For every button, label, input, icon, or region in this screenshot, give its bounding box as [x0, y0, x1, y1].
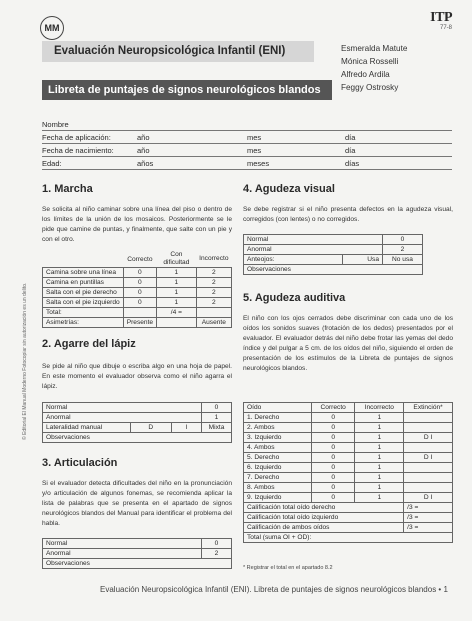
- table-row: [244, 265, 423, 275]
- table-row: 8. Ambos 0 1: [244, 483, 453, 493]
- observations-field[interactable]: Observaciones: [43, 433, 232, 443]
- score-cell[interactable]: 2: [196, 268, 231, 278]
- birth-date-field[interactable]: Fecha de nacimiento: año mes día: [42, 144, 452, 157]
- score-cell[interactable]: 1: [202, 413, 232, 423]
- score-cell[interactable]: 0: [312, 493, 355, 503]
- page-title: Evaluación Neuropsicológica Infantil (ENI): [42, 41, 314, 62]
- table-row: 1. Derecho 0 1: [244, 413, 453, 423]
- table-row: 5. Derecho 0 1 D I: [244, 453, 453, 463]
- score-cell[interactable]: 1: [355, 493, 404, 503]
- brand-mark: ITP: [430, 10, 452, 25]
- score-cell[interactable]: 1: [355, 443, 404, 453]
- table-row: [43, 433, 232, 443]
- col-correcto: Correcto: [127, 255, 153, 263]
- articulacion-table: [42, 538, 232, 569]
- articulacion-instructions: Si el evaluador detecta dificultades del niño en la pronunciación y/o articulación de algunos fonemas, se recomienda aplicar la lista de palabras que se presenta en el apartado de signos neurológicos blandos del Manual para identificar el problema del habla.: [42, 480, 232, 527]
- score-cell[interactable]: 2: [196, 288, 231, 298]
- authors-list: [341, 42, 407, 94]
- extinction-cell[interactable]: [404, 443, 453, 453]
- table-row: Anormal 1: [43, 413, 232, 423]
- publisher-logo: MM: [40, 16, 64, 40]
- score-cell[interactable]: 0: [383, 235, 423, 245]
- form-code: 77-8: [439, 25, 452, 31]
- mixed-option[interactable]: Mixta: [202, 423, 232, 433]
- ausente-option[interactable]: Ausente: [196, 318, 231, 328]
- author: Esmeralda Matute: [341, 44, 408, 53]
- extinction-cell[interactable]: [404, 473, 453, 483]
- score-cell[interactable]: 2: [202, 549, 232, 559]
- score-row: Calificación de ambos oídos /3 =: [244, 523, 453, 533]
- age-field[interactable]: Edad: años meses días: [42, 157, 452, 170]
- score-cell[interactable]: 1: [355, 473, 404, 483]
- score-cell[interactable]: 0: [312, 463, 355, 473]
- section-title-marcha: 1. Marcha: [42, 183, 93, 195]
- score-cell[interactable]: 0: [312, 483, 355, 493]
- right-option[interactable]: D: [131, 423, 172, 433]
- table-row: Lateralidad manual D I Mixta: [43, 423, 232, 433]
- no-usa-option[interactable]: No usa: [383, 255, 423, 265]
- marcha-table: [42, 251, 232, 328]
- score-cell[interactable]: 1: [157, 268, 197, 278]
- score-cell[interactable]: 0: [123, 288, 156, 298]
- extinction-cell[interactable]: D I: [404, 433, 453, 443]
- score-cell[interactable]: 0: [312, 473, 355, 483]
- table-row: Anteojos: Usa No usa: [244, 255, 423, 265]
- extinction-cell[interactable]: [404, 483, 453, 493]
- table-row: Camina sobre una línea 0 1 2: [43, 268, 232, 278]
- score-row: [244, 533, 453, 543]
- table-row: Normal 0: [244, 235, 423, 245]
- table-row: Anormal 2: [43, 549, 232, 559]
- score-row: Calificación total oído derecho /3 =: [244, 503, 453, 513]
- presente-option[interactable]: Presente: [123, 318, 156, 328]
- agudeza-auditiva-table: [243, 402, 453, 543]
- score-cell[interactable]: 0: [202, 403, 232, 413]
- author: Feggy Ostrosky: [341, 83, 399, 92]
- score-cell[interactable]: 1: [355, 483, 404, 493]
- table-row: Anormal 2: [244, 245, 423, 255]
- table-row: 3. Izquierdo 0 1 D I: [244, 433, 453, 443]
- agarre-table: [42, 402, 232, 443]
- score-cell[interactable]: 0: [123, 268, 156, 278]
- score-cell[interactable]: 0: [123, 278, 156, 288]
- observations-field[interactable]: Observaciones: [43, 559, 232, 569]
- col-incorrecto: Incorrecto: [199, 255, 229, 262]
- total-row: Total: /4 =: [43, 308, 232, 318]
- copyright-note: © Editorial El Manual Moderno Fotocopiar sin autorización es un delito.: [22, 282, 28, 440]
- table-row: 4. Ambos 0 1: [244, 443, 453, 453]
- extinction-cell[interactable]: [404, 413, 453, 423]
- agudeza-visual-instructions: Se debe registrar si el niño presenta defectos en la agudeza visual, corregidos (con lentes) o no corregidos.: [243, 206, 453, 223]
- section-title-agudeza-visual: 4. Agudeza visual: [243, 183, 335, 195]
- score-cell[interactable]: 0: [202, 539, 232, 549]
- asymmetry-row: Asimetrías: Presente Ausente: [43, 318, 232, 328]
- section-title-agarre: 2. Agarre del lápiz: [42, 338, 136, 350]
- extinction-cell[interactable]: [404, 423, 453, 433]
- table-row: Camina en puntillas 0 1 2: [43, 278, 232, 288]
- extinction-cell[interactable]: [404, 463, 453, 473]
- score-cell[interactable]: 1: [355, 423, 404, 433]
- table-row: 6. Izquierdo 0 1: [244, 463, 453, 473]
- score-cell[interactable]: 0: [312, 433, 355, 443]
- total-cell[interactable]: /3 =: [404, 503, 453, 513]
- table-row: Normal 0: [43, 539, 232, 549]
- extinction-cell[interactable]: D I: [404, 493, 453, 503]
- table-row: Normal 0: [43, 403, 232, 413]
- col-dificultad: Con dificultad: [163, 251, 190, 266]
- section-title-articulacion: 3. Articulación: [42, 457, 118, 469]
- agarre-instructions: Se pide al niño que dibuje o escriba algo en una hoja de papel. En este momento el evaluador observa como el niño agarra el lápiz.: [42, 363, 232, 390]
- author: Alfredo Ardila: [341, 70, 390, 79]
- table-row: Salta con el pie izquierdo 0 1 2: [43, 298, 232, 308]
- section-title-agudeza-auditiva: 5. Agudeza auditiva: [243, 292, 346, 304]
- score-cell[interactable]: 1: [157, 278, 197, 288]
- footnote: * Registrar el total en el apartado 8.2: [243, 565, 333, 571]
- total-cell[interactable]: /3 =: [404, 523, 453, 533]
- author: Mónica Rosselli: [341, 57, 399, 66]
- score-cell[interactable]: 2: [383, 245, 423, 255]
- score-cell[interactable]: 1: [355, 453, 404, 463]
- score-cell[interactable]: 0: [312, 423, 355, 433]
- observations-field[interactable]: Observaciones: [244, 265, 423, 275]
- total-cell[interactable]: /3 =: [404, 513, 453, 523]
- agudeza-visual-table: [243, 234, 423, 275]
- identification-block: [42, 118, 452, 170]
- score-cell[interactable]: 2: [196, 298, 231, 308]
- left-option[interactable]: I: [171, 423, 201, 433]
- score-cell[interactable]: 1: [355, 463, 404, 473]
- table-row: [43, 559, 232, 569]
- page-footer: Evaluación Neuropsicológica Infantil (ENI). Libreta de puntajes de signos neurológicos blandos • 1: [100, 585, 448, 594]
- score-cell[interactable]: 0: [312, 453, 355, 463]
- score-cell[interactable]: 0: [312, 443, 355, 453]
- score-cell[interactable]: 0: [312, 413, 355, 423]
- usa-option[interactable]: Usa: [343, 255, 383, 265]
- extinction-cell[interactable]: D I: [404, 453, 453, 463]
- table-row: 7. Derecho 0 1: [244, 473, 453, 483]
- score-cell[interactable]: 1: [157, 298, 197, 308]
- name-field[interactable]: Nombre: [42, 118, 452, 131]
- table-row: Salta con el pie derecho 0 1 2: [43, 288, 232, 298]
- table-header-row: Oído Correcto Incorrecto Extinción*: [244, 403, 453, 413]
- total-cell[interactable]: /4 =: [157, 308, 197, 318]
- table-row: 9. Izquierdo 0 1 D I: [244, 493, 453, 503]
- agudeza-auditiva-instructions: El niño con los ojos cerrados debe discriminar con cada uno de los oídos los sonidos suaves (frotación de los dedos) presentados por el evaluador. El evaluador detrás del niño debe frotar las yemas del dedo índice y del pulgar a 5 cm. de los oídos del niño, siguiendo el orden de presentación de los estímulos de la Libreta de puntajes de signos neurológicos blandos.: [243, 315, 453, 372]
- application-date-field[interactable]: Fecha de aplicación: año mes día: [42, 131, 452, 144]
- score-cell[interactable]: 1: [355, 433, 404, 443]
- table-row: 2. Ambos 0 1: [244, 423, 453, 433]
- score-cell[interactable]: 0: [123, 298, 156, 308]
- score-cell[interactable]: 1: [355, 413, 404, 423]
- grand-total-field[interactable]: Total (suma OI + OD):: [244, 533, 453, 543]
- score-cell[interactable]: 1: [157, 288, 197, 298]
- score-cell[interactable]: 2: [196, 278, 231, 288]
- marcha-instructions: Se solicita al niño caminar sobre una línea del piso o dentro de los límites de la unión de los mosaicos. Posteriormente se le pide que camine de puntas, y finalmente, que salte con un pie y con el otro.: [42, 206, 232, 243]
- page-subtitle: Libreta de puntajes de signos neurológicos blandos: [42, 80, 332, 100]
- score-row: Calificación total oído izquierdo /3 =: [244, 513, 453, 523]
